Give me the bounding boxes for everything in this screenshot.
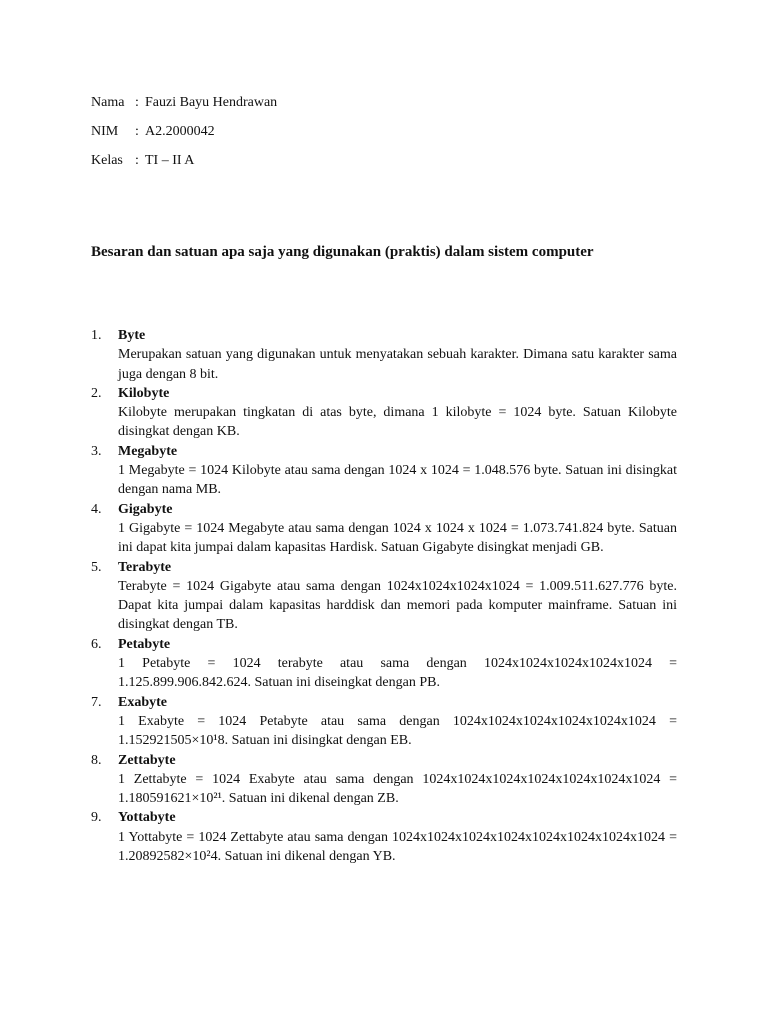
nim-row bbox=[91, 122, 277, 151]
name-separator: : bbox=[135, 95, 139, 110]
class-row bbox=[91, 151, 277, 180]
nim-label: NIM bbox=[91, 124, 119, 139]
item-description: Kilobyte merupakan tingkatan di atas byte, dimana 1 kilobyte = 1024 byte. Satuan Kilobyte disingkat dengan KB. bbox=[118, 405, 677, 440]
nim-separator: : bbox=[135, 124, 139, 139]
item-title: Byte bbox=[118, 328, 146, 343]
item-number: 6. bbox=[91, 636, 102, 652]
name-value: Fauzi Bayu Hendrawan bbox=[145, 95, 278, 110]
item-description: 1 Zettabyte = 1024 Exabyte atau sama dengan 1024x1024x1024x1024x1024x1024x1024 = 1.180591621×10²¹. Satuan ini dikenal dengan ZB. bbox=[118, 771, 677, 807]
list-item bbox=[91, 326, 677, 384]
class-value: TI – II A bbox=[145, 153, 195, 168]
class-separator: : bbox=[135, 153, 139, 168]
item-number: 5. bbox=[91, 559, 102, 575]
item-description: 1 Yottabyte = 1024 Zettabyte atau sama dengan 1024x1024x1024x1024x1024x1024x1024x1024 = 1.20892582×10²4. Satuan ini dikenal dengan YB. bbox=[118, 829, 677, 865]
item-description: Terabyte = 1024 Gigabyte atau sama dengan 1024x1024x1024x1024 = 1.009.511.627.776 byte. Dapat kita jumpai dalam kapasitas harddisk dan memori pada komputer mainframe. Satuan ini disingkat dengan TB. bbox=[118, 578, 677, 633]
nim-value: A2.2000042 bbox=[145, 124, 215, 139]
item-description: 1 Gigabyte = 1024 Megabyte atau sama dengan 1024 x 1024 x 1024 = 1.073.741.824 byte. Satuan ini dapat kita jumpai dalam kapasitas Hardisk. Satuan Gigabyte disingkat menjadi GB. bbox=[118, 520, 677, 556]
item-title: Yottabyte bbox=[118, 810, 176, 826]
item-number: 8. bbox=[91, 752, 102, 768]
units-list bbox=[91, 326, 677, 866]
list-item bbox=[91, 500, 677, 558]
item-number: 7. bbox=[91, 694, 102, 710]
item-number: 2. bbox=[91, 385, 102, 401]
list-item bbox=[91, 384, 677, 442]
item-title: Petabyte bbox=[118, 636, 171, 652]
item-number: 9. bbox=[91, 810, 102, 826]
document-heading: Besaran dan satuan apa saja yang digunakan (praktis) dalam sistem computer bbox=[91, 244, 594, 260]
name-label: Nama bbox=[91, 95, 125, 110]
identity-block bbox=[91, 93, 277, 180]
item-number: 1. bbox=[91, 328, 102, 343]
item-title: Megabyte bbox=[118, 443, 178, 459]
item-number: 4. bbox=[91, 501, 102, 517]
list-item bbox=[91, 693, 677, 751]
name-row bbox=[91, 93, 277, 122]
item-number: 3. bbox=[91, 443, 102, 459]
item-description: Merupakan satuan yang digunakan untuk menyatakan sebuah karakter. Dimana satu karakter sama juga dengan 8 bit. bbox=[118, 347, 677, 382]
item-description: 1 Petabyte = 1024 terabyte atau sama dengan 1024x1024x1024x1024x1024 = 1.125.899.906.842.624. Satuan ini diseingkat dengan PB. bbox=[118, 656, 677, 691]
list-item bbox=[91, 635, 677, 693]
list-item bbox=[91, 808, 677, 866]
item-title: Terabyte bbox=[118, 559, 172, 575]
item-title: Kilobyte bbox=[118, 385, 170, 401]
item-description: 1 Megabyte = 1024 Kilobyte atau sama dengan 1024 x 1024 = 1.048.576 byte. Satuan ini disingkat dengan nama MB. bbox=[118, 463, 677, 498]
item-title: Zettabyte bbox=[118, 752, 176, 768]
list-item bbox=[91, 751, 677, 809]
item-description: 1 Exabyte = 1024 Petabyte atau sama dengan 1024x1024x1024x1024x1024x1024 = 1.152921505×10¹8. Satuan ini disingkat dengan EB. bbox=[118, 713, 677, 749]
list-item bbox=[91, 558, 677, 635]
item-title: Gigabyte bbox=[118, 501, 173, 517]
class-label: Kelas bbox=[91, 153, 123, 168]
item-title: Exabyte bbox=[118, 694, 167, 710]
list-item bbox=[91, 442, 677, 500]
